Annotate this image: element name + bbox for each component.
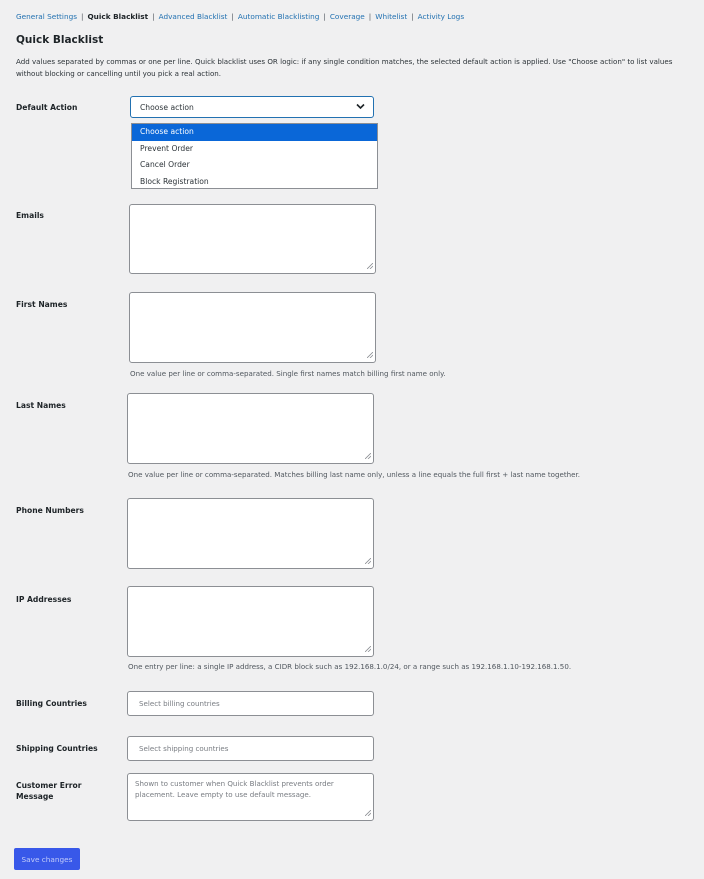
chevron-down-icon: [356, 103, 365, 112]
emails-label: Emails: [16, 211, 44, 220]
billing-countries-placeholder: Select billing countries: [139, 699, 220, 708]
ip-addresses-help: One entry per line: a single IP address, a CIDR block such as 192.168.1.0/24, or a range such as 192.168.1.10-192.168.1.50.: [128, 662, 572, 671]
subnav-quick-blacklist[interactable]: Quick Blacklist: [87, 12, 149, 21]
emails-textarea[interactable]: [129, 204, 376, 274]
subnav-separator: |: [81, 12, 84, 21]
shipping-countries-label: Shipping Countries: [16, 744, 98, 753]
customer-error-label-line2: Message: [16, 792, 54, 801]
subnav-advanced-blacklist[interactable]: Advanced Blacklist: [158, 12, 228, 21]
resize-grip-icon[interactable]: [367, 351, 373, 360]
phone-numbers-label: Phone Numbers: [16, 506, 84, 515]
page-description: Add values separated by commas or one per line. Quick blacklist uses OR logic: if any single condition matches, the selected default action is applied. Use "Choose action" to list values without blocking or cancelling until you pick a real action.: [16, 57, 673, 78]
subnav-separator: |: [323, 12, 326, 21]
default-action-value: Choose action: [140, 102, 194, 112]
page-title: Quick Blacklist: [16, 34, 104, 46]
resize-grip-icon[interactable]: [365, 452, 371, 461]
phone-numbers-textarea[interactable]: [127, 498, 374, 569]
subnav-separator: |: [411, 12, 414, 21]
resize-grip-icon[interactable]: [365, 645, 371, 654]
first-names-textarea[interactable]: [129, 292, 376, 363]
billing-countries-input[interactable]: [127, 691, 374, 716]
resize-grip-icon[interactable]: [365, 557, 371, 566]
subnav-general-settings[interactable]: General Settings: [16, 12, 78, 21]
billing-countries-label: Billing Countries: [16, 699, 87, 708]
ip-addresses-textarea[interactable]: [127, 586, 374, 657]
default-action-select[interactable]: [130, 96, 374, 118]
save-changes-button[interactable]: Save changes: [14, 848, 80, 870]
customer-error-label-line1: Customer Error: [16, 781, 82, 790]
subnav-automatic-blacklisting[interactable]: Automatic Blacklisting: [237, 12, 320, 21]
subnav-activity-logs[interactable]: Activity Logs: [417, 12, 465, 21]
shipping-countries-input[interactable]: [127, 736, 374, 761]
last-names-help: One value per line or comma-separated. Matches billing last name only, unless a line equals the full first + last name together.: [128, 470, 581, 479]
settings-subnav: [16, 12, 464, 21]
customer-error-placeholder: Shown to customer when Quick Blacklist prevents order placement. Leave empty to use default message.: [135, 779, 334, 799]
resize-grip-icon[interactable]: [367, 262, 373, 271]
customer-error-label: [16, 780, 81, 802]
subnav-separator: |: [152, 12, 155, 21]
option-cancel-order[interactable]: Cancel Order: [140, 160, 190, 169]
resize-grip-icon[interactable]: [365, 809, 371, 818]
last-names-label: Last Names: [16, 401, 66, 410]
option-prevent-order[interactable]: Prevent Order: [140, 143, 194, 153]
customer-error-textarea[interactable]: [127, 773, 374, 821]
default-action-label: Default Action: [16, 103, 78, 112]
option-choose-action[interactable]: Choose action: [132, 124, 377, 141]
option-block-registration[interactable]: Block Registration: [140, 176, 209, 186]
first-names-label: First Names: [16, 300, 68, 309]
last-names-textarea[interactable]: [127, 393, 374, 464]
default-action-dropdown: [131, 123, 378, 189]
first-names-help: One value per line or comma-separated. Single first names match billing first name only.: [130, 369, 446, 378]
subnav-separator: |: [231, 12, 234, 21]
shipping-countries-placeholder: Select shipping countries: [139, 744, 229, 753]
subnav-separator: |: [368, 12, 372, 21]
ip-addresses-label: IP Addresses: [16, 595, 72, 604]
subnav-coverage[interactable]: Coverage: [329, 12, 365, 21]
subnav-whitelist[interactable]: Whitelist: [375, 12, 408, 21]
